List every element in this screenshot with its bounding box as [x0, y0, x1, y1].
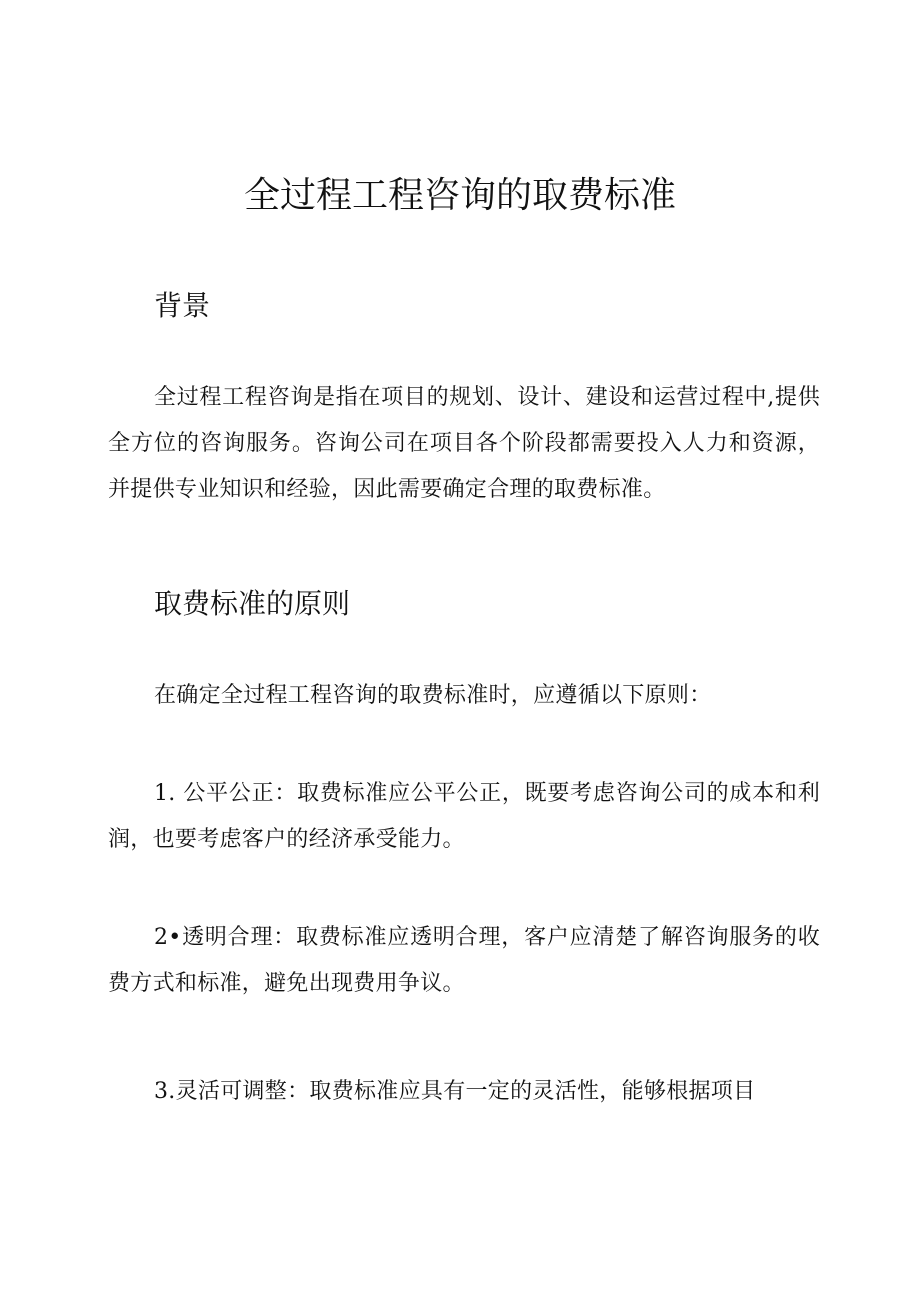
section-heading-principles: 取费标准的原则 — [154, 587, 351, 620]
principle-item-3: 3.灵活可调整：取费标准应具有一定的灵活性，能够根据项目 — [154, 1079, 756, 1104]
principle-item-2: 2•透明合理：取费标准应透明合理，客户应清楚了解咨询服务的收费方式和标准，避免出现费用争议。 — [108, 925, 820, 996]
document-title: 全过程工程咨询的取费标准 — [243, 175, 676, 216]
paragraph-background: 全过程工程咨询是指在项目的规划、设计、建设和运营过程中,提供全方位的咨询服务。咨询公司在项目各个阶段都需要投入人力和资源，并提供专业知识和经验，因此需要确定合理的取费标准。 — [108, 385, 820, 502]
principle-item-1: 1. 公平公正：取费标准应公平公正，既要考虑咨询公司的成本和利润，也要考虑客户的经济承受能力。 — [108, 781, 820, 852]
section-heading-background: 背景 — [154, 289, 211, 322]
paragraph-principles-intro: 在确定全过程工程咨询的取费标准时，应遵循以下原则： — [154, 683, 712, 708]
